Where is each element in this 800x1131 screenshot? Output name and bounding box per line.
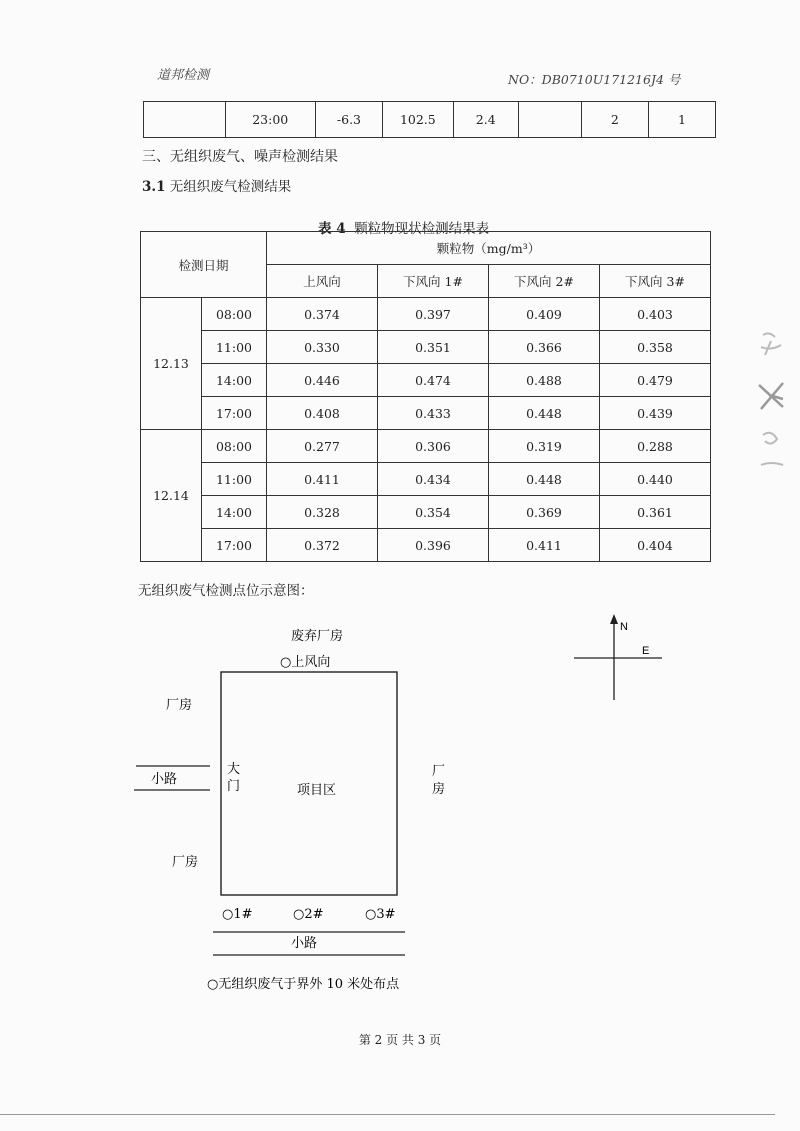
cell: 2.4: [453, 102, 518, 138]
monitoring-point-diagram: [0, 600, 800, 1000]
value-cell: 0.358: [600, 331, 711, 364]
north-arrow-icon: [610, 614, 618, 624]
value-cell: 0.448: [489, 397, 600, 430]
section-title: 三、无组织废气、噪声检测结果: [142, 149, 338, 165]
abandoned-factory-label: 废弃厂房: [291, 629, 344, 644]
cell: -6.3: [315, 102, 382, 138]
cell: 2: [581, 102, 648, 138]
date-cell: 12.14: [141, 430, 202, 562]
table-row: [141, 298, 711, 331]
value-cell: 0.411: [267, 463, 378, 496]
time-cell: 14:00: [202, 496, 267, 529]
factory-label-right-2: 房: [432, 782, 446, 797]
page-footer: 第 2 页 共 3 页: [358, 1033, 442, 1047]
time-cell: 11:00: [202, 331, 267, 364]
bottom-rule: [0, 1114, 775, 1115]
company-name: 道邦检测: [157, 68, 210, 83]
report-number: NO：DB0710U171216J4 号: [508, 72, 681, 87]
value-cell: 0.446: [267, 364, 378, 397]
value-cell: 0.306: [378, 430, 489, 463]
value-cell: 0.439: [600, 397, 711, 430]
seal-stamp-fragment: [755, 325, 790, 475]
date-cell: 12.13: [141, 298, 202, 430]
table-number: 表 4: [318, 221, 346, 237]
downwind-point-2: ○2#: [293, 907, 324, 922]
value-cell: 0.433: [378, 397, 489, 430]
col-header: 下风向 3#: [600, 265, 711, 298]
value-cell: 0.408: [267, 397, 378, 430]
downwind-point-3: ○3#: [365, 907, 396, 922]
value-cell: 0.277: [267, 430, 378, 463]
diagram-caption: 无组织废气检测点位示意图：: [138, 583, 314, 599]
value-cell: 0.372: [267, 529, 378, 562]
table-caption-text: 颗粒物现状检测结果表: [354, 221, 490, 237]
cell: 1: [648, 102, 715, 138]
table-row: [141, 430, 711, 463]
value-cell: 0.351: [378, 331, 489, 364]
seal-stroke: [761, 433, 783, 465]
value-cell: 0.369: [489, 496, 600, 529]
factory-label-left-top: 厂房: [166, 698, 193, 713]
gate-label-2: 门: [227, 779, 241, 794]
particulate-table: [140, 231, 711, 562]
value-cell: 0.434: [378, 463, 489, 496]
cell: 102.5: [383, 102, 453, 138]
value-cell: 0.488: [489, 364, 600, 397]
value-cell: 0.403: [600, 298, 711, 331]
table-row: [141, 331, 711, 364]
value-cell: 0.479: [600, 364, 711, 397]
value-cell: 0.330: [267, 331, 378, 364]
value-cell: 0.366: [489, 331, 600, 364]
col-header: 下风向 2#: [489, 265, 600, 298]
previous-table-row: [143, 101, 716, 138]
subsection-title: [142, 175, 291, 195]
value-cell: 0.409: [489, 298, 600, 331]
time-cell: 08:00: [202, 430, 267, 463]
time-cell: 11:00: [202, 463, 267, 496]
time-cell: 17:00: [202, 397, 267, 430]
value-cell: 0.288: [600, 430, 711, 463]
seal-stroke: [759, 383, 783, 409]
value-cell: 0.354: [378, 496, 489, 529]
cell: [518, 102, 581, 138]
subsection-text: 无组织废气检测结果: [169, 179, 292, 195]
gate-label-1: 大: [227, 762, 241, 777]
project-area-label: 项目区: [297, 783, 337, 798]
value-cell: 0.374: [267, 298, 378, 331]
value-cell: 0.397: [378, 298, 489, 331]
time-cell: 08:00: [202, 298, 267, 331]
value-cell: 0.440: [600, 463, 711, 496]
diagram-legend: ○无组织废气于界外 10 米处布点: [207, 977, 400, 992]
table-row: [141, 463, 711, 496]
table-row: [141, 529, 711, 562]
value-cell: 0.361: [600, 496, 711, 529]
col-header: 上风向: [267, 265, 378, 298]
value-cell: 0.404: [600, 529, 711, 562]
table-row: [141, 496, 711, 529]
north-label: N: [620, 621, 628, 633]
value-cell: 0.411: [489, 529, 600, 562]
date-header: 检测日期: [141, 232, 267, 298]
time-cell: 14:00: [202, 364, 267, 397]
seal-stroke: [761, 333, 781, 355]
table-row: [141, 364, 711, 397]
value-cell: 0.396: [378, 529, 489, 562]
cell: [144, 102, 226, 138]
time-cell: 17:00: [202, 529, 267, 562]
subsection-number: 3.1: [142, 179, 166, 195]
east-label: E: [642, 645, 650, 657]
road-label-bottom: 小路: [291, 936, 318, 951]
unit-header: 颗粒物（mg/m³）: [267, 232, 711, 265]
value-cell: 0.448: [489, 463, 600, 496]
upwind-point: ○上风向: [280, 655, 331, 670]
col-header: 下风向 1#: [378, 265, 489, 298]
factory-label-right-1: 厂: [432, 764, 446, 779]
value-cell: 0.328: [267, 496, 378, 529]
value-cell: 0.474: [378, 364, 489, 397]
factory-label-left-bottom: 厂房: [172, 855, 199, 870]
table-row: [141, 397, 711, 430]
downwind-point-1: ○1#: [222, 907, 253, 922]
road-label-left: 小路: [151, 772, 178, 787]
value-cell: 0.319: [489, 430, 600, 463]
cell: 23:00: [225, 102, 315, 138]
